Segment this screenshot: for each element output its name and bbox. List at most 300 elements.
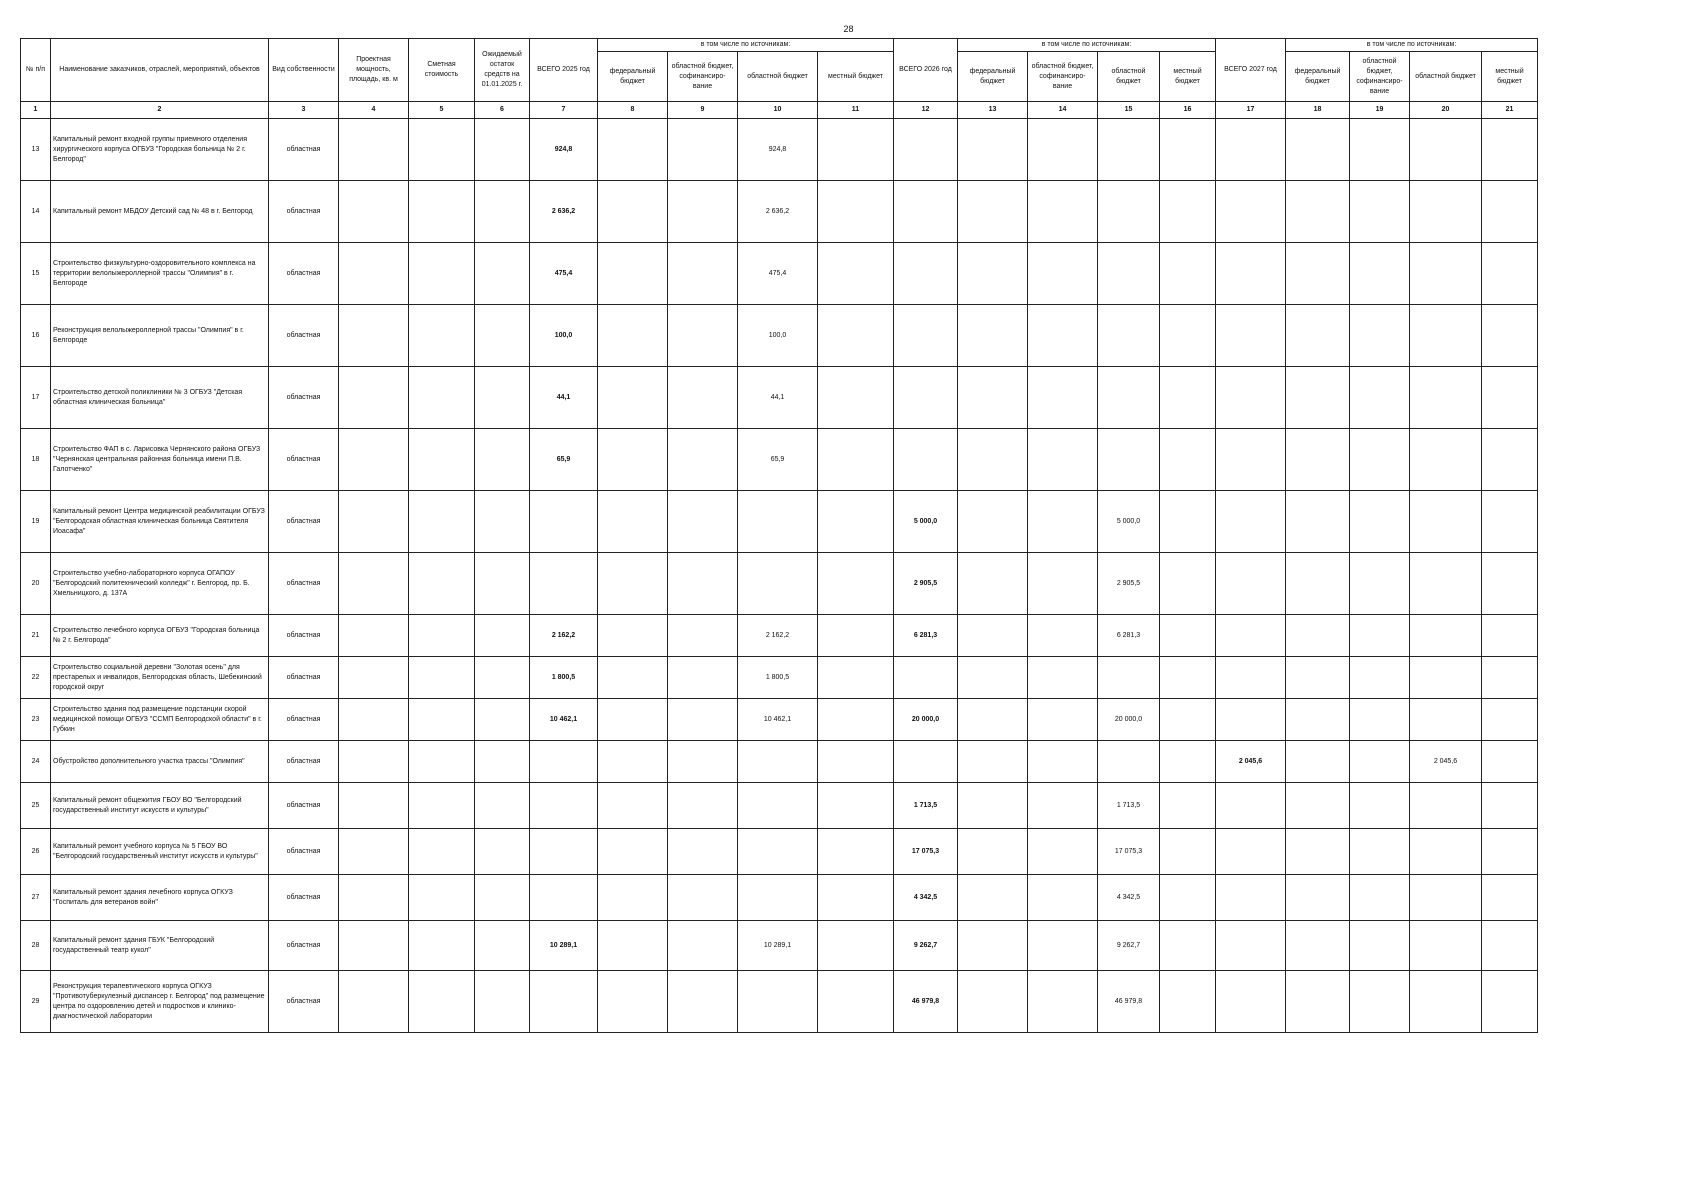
table-cell	[668, 921, 738, 971]
header-regional-2027: областной бюджет	[1410, 52, 1482, 102]
table-cell	[1028, 491, 1098, 553]
row-number: 14	[21, 181, 51, 243]
ownership-type: областная	[269, 243, 339, 305]
investment-table	[20, 38, 1538, 1033]
table-cell	[475, 553, 530, 615]
table-cell	[958, 741, 1028, 783]
total-2026	[894, 741, 958, 783]
table-row	[21, 783, 1538, 829]
table-cell	[475, 875, 530, 921]
table-cell	[598, 243, 668, 305]
header-col1: № п/п	[21, 39, 51, 102]
ownership-type: областная	[269, 699, 339, 741]
regional-2025: 475,4	[738, 243, 818, 305]
total-2026	[894, 243, 958, 305]
total-2027: 2 045,6	[1216, 741, 1286, 783]
table-cell	[1350, 119, 1410, 181]
column-number: 20	[1410, 102, 1482, 119]
table-row	[21, 829, 1538, 875]
table-cell	[409, 699, 475, 741]
table-cell	[339, 305, 409, 367]
table-row	[21, 971, 1538, 1033]
regional-2027	[1410, 615, 1482, 657]
regional-2026: 17 075,3	[1098, 829, 1160, 875]
column-number: 13	[958, 102, 1028, 119]
total-2025	[530, 829, 598, 875]
row-number: 24	[21, 741, 51, 783]
table-cell	[1482, 615, 1538, 657]
total-2026	[894, 119, 958, 181]
object-name: Обустройство дополнительного участка трассы "Олимпия"	[51, 741, 269, 783]
table-cell	[1160, 921, 1216, 971]
total-2027	[1216, 243, 1286, 305]
table-cell	[339, 491, 409, 553]
total-2026: 1 713,5	[894, 783, 958, 829]
table-cell	[818, 615, 894, 657]
row-number: 17	[21, 367, 51, 429]
row-number: 23	[21, 699, 51, 741]
ownership-type: областная	[269, 305, 339, 367]
regional-2027	[1410, 491, 1482, 553]
table-cell	[818, 305, 894, 367]
table-cell	[958, 971, 1028, 1033]
table-cell	[1350, 875, 1410, 921]
table-cell	[339, 741, 409, 783]
table-cell	[598, 875, 668, 921]
table-cell	[1286, 491, 1350, 553]
table-cell	[475, 429, 530, 491]
total-2027	[1216, 615, 1286, 657]
header-col4: Проектная мощность, площадь, кв. м	[339, 39, 409, 102]
total-2026	[894, 367, 958, 429]
table-cell	[598, 181, 668, 243]
total-2027	[1216, 553, 1286, 615]
table-cell	[1482, 367, 1538, 429]
header-regional-cofin-2026: областной бюджет, софинансиро-вание	[1028, 52, 1098, 102]
table-cell	[668, 491, 738, 553]
total-2026: 5 000,0	[894, 491, 958, 553]
total-2026	[894, 305, 958, 367]
table-cell	[958, 429, 1028, 491]
table-row	[21, 553, 1538, 615]
table-cell	[958, 491, 1028, 553]
total-2025: 10 462,1	[530, 699, 598, 741]
table-cell	[818, 181, 894, 243]
total-2025: 44,1	[530, 367, 598, 429]
table-cell	[475, 829, 530, 875]
table-cell	[409, 921, 475, 971]
table-cell	[1028, 875, 1098, 921]
total-2027	[1216, 119, 1286, 181]
ownership-type: областная	[269, 741, 339, 783]
total-2025: 10 289,1	[530, 921, 598, 971]
column-number: 4	[339, 102, 409, 119]
regional-2026: 2 905,5	[1098, 553, 1160, 615]
table-cell	[818, 829, 894, 875]
table-cell	[1482, 305, 1538, 367]
table-cell	[409, 429, 475, 491]
row-number: 21	[21, 615, 51, 657]
ownership-type: областная	[269, 783, 339, 829]
table-cell	[475, 119, 530, 181]
total-2027	[1216, 971, 1286, 1033]
total-2026: 20 000,0	[894, 699, 958, 741]
table-cell	[1160, 615, 1216, 657]
table-cell	[1482, 741, 1538, 783]
table-cell	[958, 657, 1028, 699]
column-number: 19	[1350, 102, 1410, 119]
table-cell	[668, 429, 738, 491]
table-cell	[598, 119, 668, 181]
table-cell	[1350, 429, 1410, 491]
header-regional-2025: областной бюджет	[738, 52, 818, 102]
table-cell	[1286, 367, 1350, 429]
ownership-type: областная	[269, 181, 339, 243]
total-2026: 4 342,5	[894, 875, 958, 921]
table-cell	[339, 699, 409, 741]
table-row	[21, 243, 1538, 305]
regional-2027	[1410, 657, 1482, 699]
table-cell	[475, 657, 530, 699]
table-cell	[958, 615, 1028, 657]
ownership-type: областная	[269, 829, 339, 875]
regional-2027	[1410, 243, 1482, 305]
row-number: 20	[21, 553, 51, 615]
table-cell	[598, 429, 668, 491]
row-number: 19	[21, 491, 51, 553]
table-cell	[958, 367, 1028, 429]
header-regional-cofin-2025: областной бюджет, софинансиро-вание	[668, 52, 738, 102]
table-cell	[1482, 553, 1538, 615]
table-cell	[958, 305, 1028, 367]
table-cell	[1160, 491, 1216, 553]
table-cell	[339, 875, 409, 921]
table-cell	[475, 921, 530, 971]
table-cell	[818, 657, 894, 699]
table-cell	[1350, 699, 1410, 741]
ownership-type: областная	[269, 875, 339, 921]
regional-2027	[1410, 367, 1482, 429]
object-name: Реконструкция терапевтического корпуса ОГКУЗ "Противотуберкулезный диспансер г. Белгород" под размещение центра по оздоровлению детей и подростков и клинико-диагностической лаборатории	[51, 971, 269, 1033]
table-cell	[818, 875, 894, 921]
table-cell	[1028, 615, 1098, 657]
table-cell	[1028, 971, 1098, 1033]
table-cell	[1350, 181, 1410, 243]
table-cell	[409, 971, 475, 1033]
table-cell	[1160, 429, 1216, 491]
row-number: 22	[21, 657, 51, 699]
table-cell	[1160, 971, 1216, 1033]
column-number: 7	[530, 102, 598, 119]
regional-2025	[738, 553, 818, 615]
ownership-type: областная	[269, 971, 339, 1033]
table-cell	[1286, 181, 1350, 243]
regional-2025: 2 162,2	[738, 615, 818, 657]
table-cell	[1286, 741, 1350, 783]
regional-2027	[1410, 119, 1482, 181]
column-number: 15	[1098, 102, 1160, 119]
total-2025	[530, 783, 598, 829]
table-cell	[1286, 657, 1350, 699]
header-total-2025: ВСЕГО 2025 год	[530, 39, 598, 102]
ownership-type: областная	[269, 429, 339, 491]
column-number: 17	[1216, 102, 1286, 119]
regional-2027	[1410, 921, 1482, 971]
table-row	[21, 305, 1538, 367]
total-2026	[894, 657, 958, 699]
total-2027	[1216, 367, 1286, 429]
table-cell	[598, 367, 668, 429]
object-name: Строительство детской поликлиники № 3 ОГБУЗ "Детская областная клиническая больница"	[51, 367, 269, 429]
table-cell	[1286, 875, 1350, 921]
table-cell	[1028, 921, 1098, 971]
regional-2026: 46 979,8	[1098, 971, 1160, 1033]
header-sources-2026: в том числе по источникам:	[958, 39, 1216, 52]
regional-2027	[1410, 783, 1482, 829]
table-cell	[668, 367, 738, 429]
header-local-2025: местный бюджет	[818, 52, 894, 102]
table-cell	[475, 305, 530, 367]
total-2026: 46 979,8	[894, 971, 958, 1033]
total-2026: 6 281,3	[894, 615, 958, 657]
table-cell	[1286, 119, 1350, 181]
header-regional-cofin-2027: областной бюджет, софинансиро-вание	[1350, 52, 1410, 102]
table-row	[21, 699, 1538, 741]
table-cell	[1160, 367, 1216, 429]
regional-2025	[738, 875, 818, 921]
table-cell	[668, 657, 738, 699]
table-cell	[598, 699, 668, 741]
header-local-2026: местный бюджет	[1160, 52, 1216, 102]
object-name: Капитальный ремонт учебного корпуса № 5 ГБОУ ВО "Белгородский государственный институт искусств и культуры"	[51, 829, 269, 875]
table-cell	[339, 615, 409, 657]
regional-2026: 4 342,5	[1098, 875, 1160, 921]
object-name: Капитальный ремонт здания ГБУК "Белгородский государственный театр кукол"	[51, 921, 269, 971]
table-cell	[475, 243, 530, 305]
table-cell	[668, 783, 738, 829]
ownership-type: областная	[269, 921, 339, 971]
column-number: 9	[668, 102, 738, 119]
ownership-type: областная	[269, 553, 339, 615]
total-2025: 100,0	[530, 305, 598, 367]
total-2025	[530, 741, 598, 783]
regional-2025: 924,8	[738, 119, 818, 181]
table-cell	[409, 875, 475, 921]
table-cell	[668, 615, 738, 657]
table-cell	[1350, 491, 1410, 553]
table-cell	[1350, 741, 1410, 783]
header-total-2026: ВСЕГО 2026 год	[894, 39, 958, 102]
table-cell	[409, 783, 475, 829]
table-cell	[1482, 181, 1538, 243]
regional-2026: 20 000,0	[1098, 699, 1160, 741]
object-name: Капитальный ремонт входной группы приемного отделения хирургического корпуса ОГБУЗ "Городская больница № 2 г. Белгород"	[51, 119, 269, 181]
page-number: 28	[843, 24, 854, 34]
total-2025: 1 800,5	[530, 657, 598, 699]
total-2027	[1216, 429, 1286, 491]
table-cell	[598, 615, 668, 657]
table-cell	[1350, 553, 1410, 615]
table-cell	[1028, 829, 1098, 875]
table-cell	[958, 829, 1028, 875]
regional-2026	[1098, 305, 1160, 367]
table-cell	[1286, 615, 1350, 657]
table-cell	[958, 921, 1028, 971]
row-number: 18	[21, 429, 51, 491]
table-cell	[1350, 367, 1410, 429]
table-cell	[1286, 699, 1350, 741]
object-name: Капитальный ремонт общежития ГБОУ ВО "Белгородский государственный институт искусств и культуры"	[51, 783, 269, 829]
regional-2025: 10 289,1	[738, 921, 818, 971]
table-cell	[1160, 305, 1216, 367]
table-cell	[1482, 875, 1538, 921]
header-col2: Наименование заказчиков, отраслей, мероприятий, объектов	[51, 39, 269, 102]
table-cell	[1160, 829, 1216, 875]
table-cell	[958, 699, 1028, 741]
regional-2026: 9 262,7	[1098, 921, 1160, 971]
table-cell	[1160, 553, 1216, 615]
column-number: 2	[51, 102, 269, 119]
table-cell	[339, 243, 409, 305]
table-cell	[1482, 829, 1538, 875]
table-cell	[1160, 875, 1216, 921]
regional-2026	[1098, 657, 1160, 699]
regional-2027	[1410, 829, 1482, 875]
ownership-type: областная	[269, 119, 339, 181]
total-2025	[530, 971, 598, 1033]
table-cell	[409, 553, 475, 615]
table-cell	[598, 829, 668, 875]
table-cell	[1286, 305, 1350, 367]
total-2025	[530, 553, 598, 615]
table-cell	[598, 553, 668, 615]
table-cell	[668, 971, 738, 1033]
table-cell	[958, 875, 1028, 921]
table-row	[21, 921, 1538, 971]
total-2026: 17 075,3	[894, 829, 958, 875]
row-number: 26	[21, 829, 51, 875]
table-cell	[475, 181, 530, 243]
table-cell	[818, 783, 894, 829]
regional-2027	[1410, 875, 1482, 921]
object-name: Строительство здания под размещение подстанции скорой медицинской помощи ОГБУЗ "ССМП Белгородской области" в г. Губкин	[51, 699, 269, 741]
table-cell	[1160, 741, 1216, 783]
table-cell	[1350, 657, 1410, 699]
table-cell	[598, 971, 668, 1033]
regional-2025	[738, 491, 818, 553]
total-2025: 2 636,2	[530, 181, 598, 243]
table-cell	[668, 829, 738, 875]
header-regional-2026: областной бюджет	[1098, 52, 1160, 102]
regional-2026: 5 000,0	[1098, 491, 1160, 553]
table-cell	[1286, 429, 1350, 491]
header-federal-2027: федеральный бюджет	[1286, 52, 1350, 102]
row-number: 29	[21, 971, 51, 1033]
table-cell	[475, 741, 530, 783]
table-cell	[1482, 491, 1538, 553]
total-2027	[1216, 829, 1286, 875]
total-2027	[1216, 783, 1286, 829]
total-2027	[1216, 491, 1286, 553]
object-name: Капитальный ремонт Центра медицинской реабилитации ОГБУЗ "Белгородская областная клиническая больница Святителя Иоасафа"	[51, 491, 269, 553]
regional-2025	[738, 971, 818, 1033]
ownership-type: областная	[269, 657, 339, 699]
regional-2027	[1410, 429, 1482, 491]
table-cell	[409, 741, 475, 783]
regional-2026	[1098, 181, 1160, 243]
table-cell	[475, 491, 530, 553]
table-cell	[409, 119, 475, 181]
table-cell	[1350, 783, 1410, 829]
regional-2026	[1098, 243, 1160, 305]
table-cell	[1028, 305, 1098, 367]
table-cell	[409, 657, 475, 699]
table-cell	[475, 699, 530, 741]
table-cell	[598, 657, 668, 699]
table-cell	[339, 119, 409, 181]
table-cell	[339, 367, 409, 429]
regional-2025	[738, 741, 818, 783]
table-cell	[339, 181, 409, 243]
table-cell	[409, 615, 475, 657]
total-2027	[1216, 875, 1286, 921]
table-cell	[1482, 657, 1538, 699]
table-cell	[339, 829, 409, 875]
row-number: 15	[21, 243, 51, 305]
table-cell	[475, 783, 530, 829]
table-cell	[818, 699, 894, 741]
regional-2027: 2 045,6	[1410, 741, 1482, 783]
regional-2026	[1098, 429, 1160, 491]
header-col3: Вид собственности	[269, 39, 339, 102]
header-col5: Сметная стоимость	[409, 39, 475, 102]
table-cell	[1160, 657, 1216, 699]
table-cell	[1350, 829, 1410, 875]
table-cell	[1350, 615, 1410, 657]
table-cell	[818, 491, 894, 553]
table-row	[21, 491, 1538, 553]
regional-2025: 65,9	[738, 429, 818, 491]
table-cell	[1028, 783, 1098, 829]
regional-2025: 1 800,5	[738, 657, 818, 699]
table-cell	[668, 181, 738, 243]
column-number: 21	[1482, 102, 1538, 119]
column-number: 5	[409, 102, 475, 119]
table-cell	[339, 657, 409, 699]
regional-2025: 2 636,2	[738, 181, 818, 243]
table-cell	[668, 741, 738, 783]
table-row	[21, 181, 1538, 243]
table-cell	[475, 615, 530, 657]
table-cell	[1286, 829, 1350, 875]
regional-2027	[1410, 181, 1482, 243]
total-2025: 65,9	[530, 429, 598, 491]
table-cell	[339, 429, 409, 491]
regional-2026	[1098, 741, 1160, 783]
header-col6: Ожидаемый остаток средств на 01.01.2025 г.	[475, 39, 530, 102]
table-row	[21, 741, 1538, 783]
table-cell	[1350, 921, 1410, 971]
object-name: Строительство учебно-лабораторного корпуса ОГАПОУ "Белгородский политехнический колледж" г. Белгород, пр. Б. Хмельницкого, д. 137А	[51, 553, 269, 615]
table-cell	[1160, 119, 1216, 181]
object-name: Реконструкция велолыжероллерной трассы "Олимпия" в г. Белгороде	[51, 305, 269, 367]
table-cell	[1028, 429, 1098, 491]
table-cell	[668, 119, 738, 181]
table-row	[21, 429, 1538, 491]
regional-2027	[1410, 305, 1482, 367]
table-cell	[818, 971, 894, 1033]
table-cell	[339, 553, 409, 615]
